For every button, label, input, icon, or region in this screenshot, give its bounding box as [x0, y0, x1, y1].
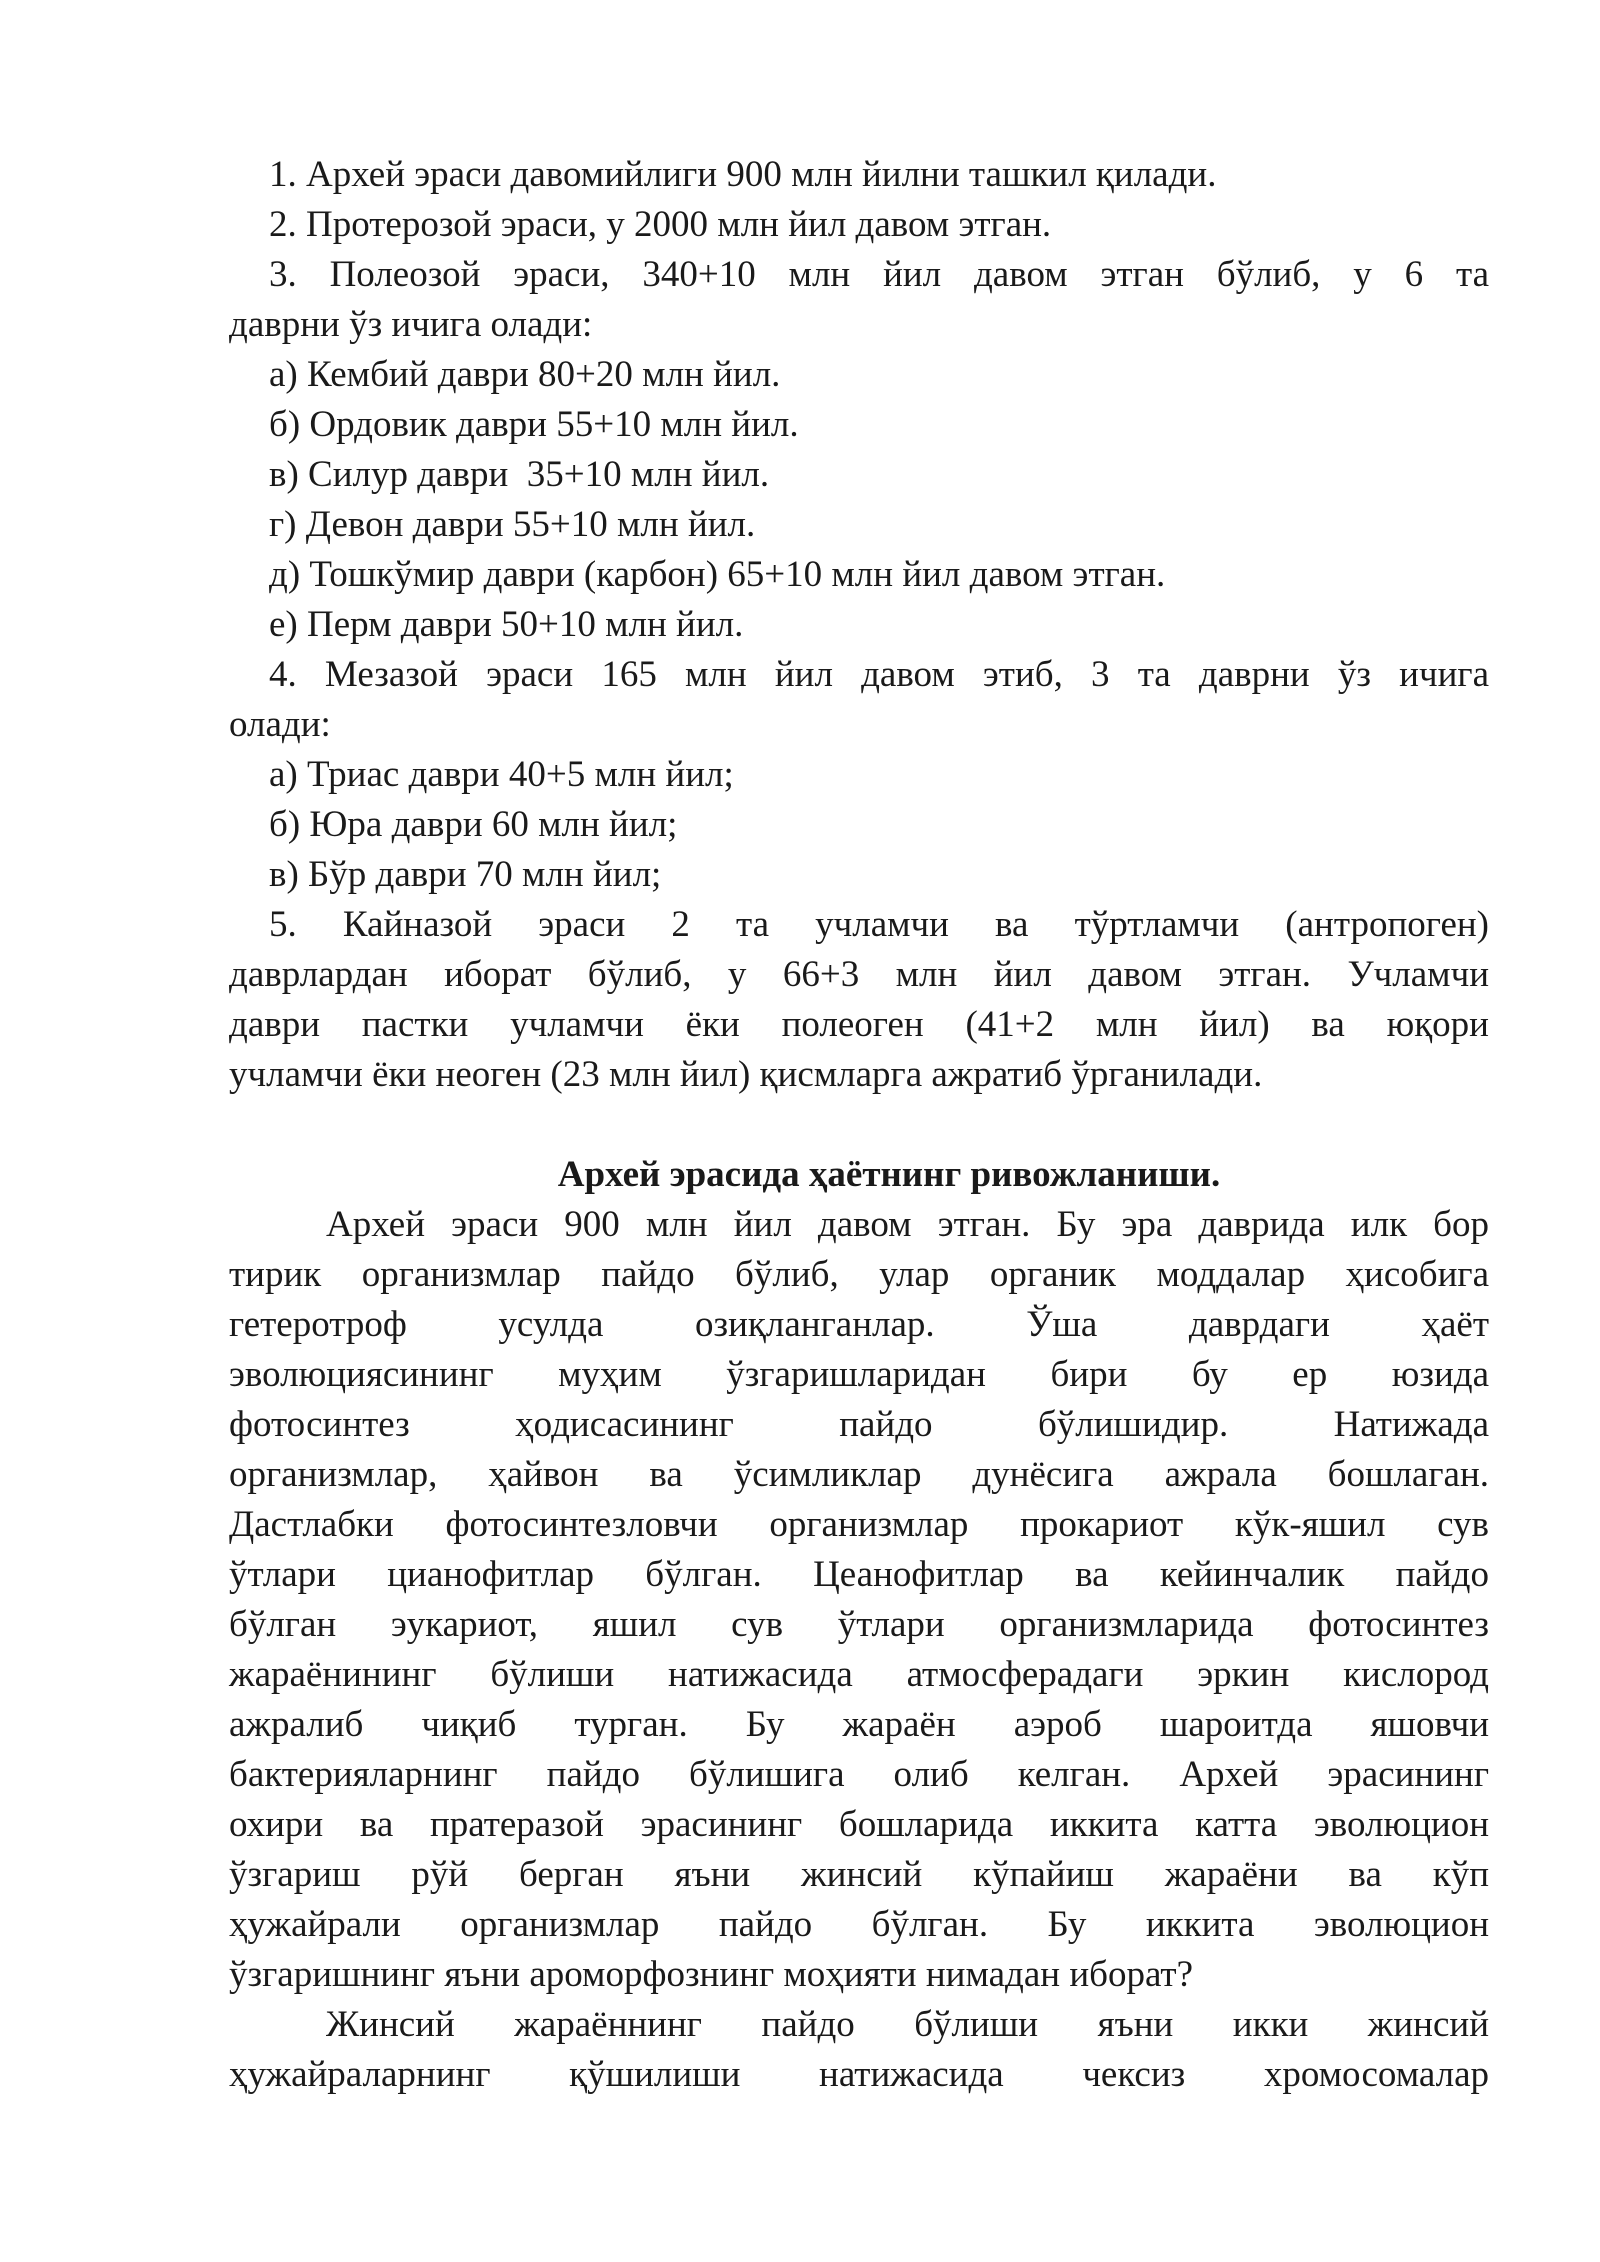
section-heading: Архей эрасида ҳаётнинг ривожланиши. — [557, 1154, 1221, 1195]
period-carboniferous: д) Тошкўмир даври (карбон) 65+10 млн йил давом этган. — [269, 554, 1166, 595]
period-devonian: г) Девон даври 55+10 млн йил. — [269, 504, 756, 545]
paragraph-1-line-13: охири ва пратеразой эрасининг бошларида иккита катта эволюцион — [229, 1804, 1489, 1845]
period-ordovician: б) Ордовик даври 55+10 млн йил. — [269, 404, 799, 445]
paragraph-2-line-1: Жинсий жараённинг пайдо бўлиши яъни икки жинсий — [326, 2004, 1489, 2045]
paragraph-1-line-7: Дастлабки фотосинтезловчи организмлар прокариот кўк-яшил сув — [229, 1504, 1489, 1545]
period-silurian: в) Силур даври 35+10 млн йил. — [269, 454, 770, 495]
paragraph-1-line-3: гетеротроф усулда озиқланганлар. Ўша даврдаги ҳаёт — [229, 1304, 1489, 1345]
paragraph-1-line-5: фотосинтез ҳодисасининг пайдо бўлишидир. Натижада — [229, 1404, 1489, 1445]
list-item-3-line-1: 3. Полеозой эраси, 340+10 млн йил давом этган бўлиб, у 6 та — [269, 254, 1489, 295]
paragraph-1-line-9: бўлган эукариот, яшил сув ўтлари организмларида фотосинтез — [229, 1604, 1489, 1645]
paragraph-1-line-8: ўтлари цианофитлар бўлган. Цеанофитлар ва кейинчалик пайдо — [229, 1554, 1489, 1595]
list-item-2: 2. Протерозой эраси, у 2000 млн йил давом этган. — [269, 204, 1052, 245]
period-triassic: а) Триас даври 40+5 млн йил; — [269, 754, 734, 795]
period-permian: е) Перм даври 50+10 млн йил. — [269, 604, 744, 645]
list-item-5-line-3: даври пастки учламчи ёки полеоген (41+2 млн йил) ва юқори — [229, 1004, 1489, 1045]
paragraph-1-line-10: жараёнининг бўлиши натижасида атмосферадаги эркин кислород — [229, 1654, 1489, 1695]
paragraph-1-line-11: ажралиб чиқиб турган. Бу жараён аэроб шароитда яшовчи — [229, 1704, 1489, 1745]
paragraph-1-line-15: ҳужайрали организмлар пайдо бўлган. Бу иккита эволюцион — [229, 1904, 1489, 1945]
list-item-5-line-2: даврлардан иборат бўлиб, у 66+3 млн йил давом этган. Учламчи — [229, 954, 1489, 995]
blank-line — [229, 1100, 1489, 1150]
period-jurassic: б) Юра даври 60 млн йил; — [269, 804, 678, 845]
period-cambrian: а) Кембий даври 80+20 млн йил. — [269, 354, 781, 395]
list-item-4-line-2: олади: — [229, 704, 331, 745]
paragraph-2-line-2: ҳужайраларнинг қўшилиши натижасида чексиз хромосомалар — [229, 2054, 1489, 2095]
paragraph-1-line-6: организмлар, ҳайвон ва ўсимликлар дунёсига ажрала бошлаган. — [229, 1454, 1489, 1495]
list-item-5-line-4: учламчи ёки неоген (23 млн йил) қисмларга ажратиб ўрганилади. — [229, 1054, 1263, 1095]
document-page — [229, 150, 1489, 2100]
list-item-5-line-1: 5. Кайназой эраси 2 та учламчи ва тўртламчи (антропоген) — [269, 904, 1489, 945]
list-item-3-line-2: даврни ўз ичига олади: — [229, 304, 593, 345]
list-item-1: 1. Архей эраси давомийлиги 900 млн йилни ташкил қилади. — [269, 154, 1217, 195]
paragraph-1-last-line: ўзгаришнинг яъни ароморфознинг моҳияти нимадан иборат? — [229, 1954, 1194, 1995]
paragraph-1-line-1: Архей эраси 900 млн йил давом этган. Бу эра даврида илк бор — [326, 1204, 1489, 1245]
list-item-4-line-1: 4. Мезазой эраси 165 млн йил давом этиб, 3 та даврни ўз ичига — [269, 654, 1489, 695]
paragraph-1-line-4: эволюциясининг муҳим ўзгаришларидан бири бу ер юзида — [229, 1354, 1489, 1395]
paragraph-1-line-2: тирик организмлар пайдо бўлиб, улар органик моддалар ҳисобига — [229, 1254, 1489, 1295]
paragraph-1-line-14: ўзгариш рўй берган яъни жинсий кўпайиш жараёни ва кўп — [229, 1854, 1489, 1895]
period-cretaceous: в) Бўр даври 70 млн йил; — [269, 854, 662, 895]
paragraph-1-line-12: бактерияларнинг пайдо бўлишига олиб келган. Архей эрасининг — [229, 1754, 1489, 1795]
